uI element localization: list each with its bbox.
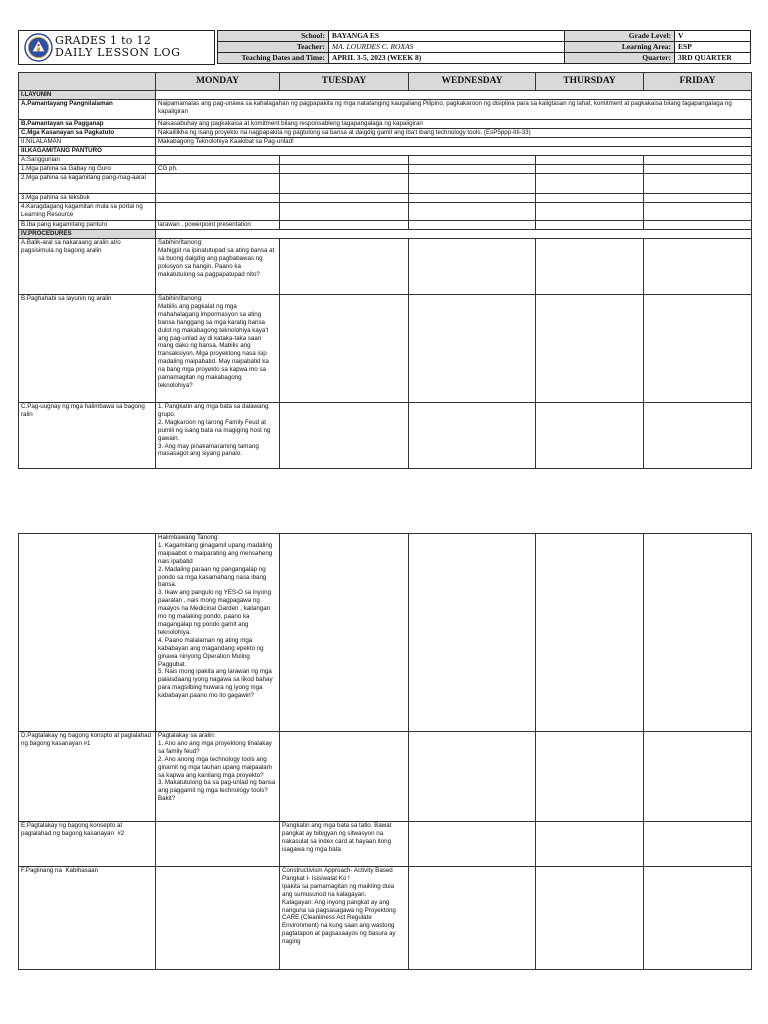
cell (280, 174, 409, 194)
cell (536, 534, 644, 732)
cell (536, 867, 644, 970)
row-label-pagtalakay-2: E.Pagtalakay ng bagong konsepto at paglalahad ng bagong kasanayan #2 (19, 822, 156, 867)
cell (536, 403, 644, 469)
row-label-teksbuk: 3.Mga pahina sa teksbuk (19, 194, 156, 203)
row-label-nilalaman: II.NILALAMAN (19, 138, 156, 147)
cell (156, 822, 280, 867)
teaching-dates-label: Teaching Dates and Time: (218, 53, 329, 64)
row-label-pamantayan-sa-pagganap: B.Pamantayan sa Pagganap (19, 120, 156, 129)
quarter-label: Quarter: (565, 53, 675, 64)
cell (409, 221, 536, 230)
nilalaman-text: Makabagong Teknolohiya Kaakibat sa Pag-unlad! (156, 138, 752, 147)
day-header-thursday: THURSDAY (536, 73, 644, 91)
cell (644, 822, 752, 867)
cell (644, 174, 752, 194)
school-value: BAYANGA ES (328, 31, 564, 42)
lesson-plan-table-part1 (18, 72, 752, 469)
cell (644, 239, 752, 295)
cell (536, 822, 644, 867)
row-label-learning-resource-portal: 4.Karagdagang kagamitan mula sa portal ng Learning Resource (19, 203, 156, 221)
cell (409, 174, 536, 194)
grade-level-value: V (675, 31, 751, 42)
cell (280, 194, 409, 203)
balik-aral-monday: Sabihin/Itanong: Mahigpit na ipinatutupad sa ating bansa at sa buong daigdig ang pagbabawas ng polusyon sa hangin. Paano ka makatutulong sa pagpapatupad nito? (156, 239, 280, 295)
row-label-pagtalakay-1: D.Pagtalakay ng bagong konspto at paglalahad ng bagong kasanayan #1 (19, 732, 156, 822)
cell (280, 221, 409, 230)
cell (280, 165, 409, 174)
cell (536, 221, 644, 230)
row-label-pag-uugnay: C.Pag-uugnay ng mga halimbawa sa bagong ralin (19, 403, 156, 469)
cell (536, 194, 644, 203)
cell (156, 174, 280, 194)
pagtalakay-1-monday: Pagtalakay sa aralin: 1. Ano ano ang mga proyektong tinalakay sa family feud? 2. Ano anong mga technology tools ang ginamit ng mga tauhan upang maipaalam sa kapwa ang kanilang mga proyekto? 3. Makatutulong ba sa pag-unlad ng bansa ang paggamit ng mga technology tools? Bakit? (156, 732, 280, 822)
halimbawang-tanong-monday: Halimbawang Tanong: 1. Kagamitang ginagamit upang madaling maipaabot o maiparating ang mensaheng nais ipabatid 2. Madaling paraan ng pangangalap ng pondo sa mga kasamahang nasa ibang bansa. 3. Ikaw ang pangulo ng YES-O sa inyong paaralan , nais mong magpagawa ng maayos na Medicinal Garden , kailangan mo ng malaking pondo, paano ka magangalap ng pondo gamit ang teknolohiya. 4. Paano malalaman ng ating mga kababayan ang magandang epekto ng ginawa ninyong Operation Muling Paggubat. 5. Nais mong ipakita ang larawan ng mga palaisdaang iyong nagawa sa likod bahay para magsilbing huwara ng iyong mga kababayan.paano mo ito gagawin? (156, 534, 280, 732)
cell (409, 732, 536, 822)
grade-level-label: Grade Level: (565, 31, 675, 42)
row-label-sanggunian: A.Sanggunian (19, 156, 156, 165)
cell (280, 156, 409, 165)
cell (536, 732, 644, 822)
cell (409, 239, 536, 295)
learning-area-label: Learning Area: (565, 42, 675, 53)
quarter-value: 3RD QUARTER (675, 53, 751, 64)
cell (409, 822, 536, 867)
section-layunin: I.LAYUNIN (19, 91, 156, 100)
lesson-plan-table-part2 (18, 533, 752, 970)
cell (409, 867, 536, 970)
cell (536, 295, 644, 403)
day-header-friday: FRIDAY (644, 73, 752, 91)
cell (280, 295, 409, 403)
cell (536, 156, 644, 165)
teacher-value: MA. LOURDES C. ROXAS (328, 42, 564, 53)
cell (536, 174, 644, 194)
cell (409, 165, 536, 174)
row-label-kasanayan: C.Mga Kasanayan sa Pagkatuto (19, 129, 156, 138)
cell (644, 203, 752, 221)
pamantayan-sa-pagganap-text: Naisasabuhay ang pagkakaisa at komitment bilang responsableng tagapangalaga ng kapaligiran (156, 120, 752, 129)
cell (409, 156, 536, 165)
info-table (217, 30, 751, 64)
section-layunin-content (156, 91, 752, 100)
cell (644, 403, 752, 469)
cell (644, 156, 752, 165)
cell (536, 203, 644, 221)
kasanayan-text: Nakalilikha ng isang proyekto na nagpapakita ng pagtulong sa bansa at daigdig gamit ang iba't ibang technology tools. (EsP5ppp-IIIi-33) (156, 129, 752, 138)
pag-uugnay-monday: 1. Pangkatin ang mga bata sa dalawang grupo. 2. Magkaroon ng larong Family Feud at pumili ng isang bata na magiging host ng gawain. 3. Ang may pinakamaraming tamang masasagot ang siyang panalo. (156, 403, 280, 469)
teaching-dates-value: APRIL 3-5, 2023 (WEEK 8) (328, 53, 564, 64)
row-label-paghahabi: B.Paghahabi sa layunin ng aralin (19, 295, 156, 403)
cell (644, 732, 752, 822)
teacher-label: Teacher: (218, 42, 329, 53)
cell (409, 534, 536, 732)
pamantayang-pangnilalaman-text: Naipamamalas ang pag-unawa sa kahalagahan ng pagpapakita ng mga natatanging kaugaliang Pilipino, pagkakaroon ng disiplina para sa kaligtasan ng lahat, komitment at pagkakaisa bilang tagapangalaga ng kapaligiran (156, 100, 752, 120)
iba-pang-kagamitan-monday: larawan , powerpoint presentation (156, 221, 280, 230)
cell (280, 203, 409, 221)
day-header-monday: MONDAY (156, 73, 280, 91)
cell (409, 203, 536, 221)
deped-seal-icon (24, 33, 53, 62)
logo-title-line2: DAILY LESSON LOG (55, 46, 181, 59)
cell (644, 295, 752, 403)
paghahabi-monday: Sabihin/Itanong: Mabilis ang pagkalat ng mga mahahalagang impormasyon sa ating bansa hanggang sa mga karatig bansa dulot ng makabagong teknolohiya kaya't ang pag-unlad ay di kataka-taka saan mang dako ng bansa. Mabilis ang transaksiyon. Mga proyektong nasa isip madaling maipabatid. May naipabatid ka na bang mga proyekto sa kapwa mo sa pamamagitan ng makabagong teknolohiya? (156, 295, 280, 403)
cell (280, 403, 409, 469)
section-procedures-content (156, 230, 752, 239)
section-kagamitang-content (156, 147, 752, 156)
row-label-continued (19, 534, 156, 732)
cell (644, 221, 752, 230)
row-label-balik-aral: A.Balik-aral sa nakaraang aralin at/o pagsisimula ng bagong aralin (19, 239, 156, 295)
day-header-wednesday: WEDNESDAY (409, 73, 536, 91)
pagtalakay-2-tuesday: Pangkatin ang mga bata sa tatlo. Bawat pangkat ay bibigyan ng sitwasyon na nakasulat sa index card at hayaan itong isagawa ng mga bata (280, 822, 409, 867)
school-label: School: (218, 31, 329, 42)
day-header-tuesday: TUESDAY (280, 73, 409, 91)
paglinang-tuesday: Constructivism Approach- Activity Based Pangkat I- Isisiwalat Ko ! Ipakita sa pamamagitan ng maikling dula ang sumusunod na kalagayan. Kalagayan: Ang inyong pangkat ay ang nanguna sa pagsasagawa ng Proyektong CARE (Cleanliness Act Regulate Environment) na kung saan ang wastong pagtatapon at pagsasaayos ng basura ay naging (280, 867, 409, 970)
logo-box (18, 30, 215, 65)
gabay-ng-guro-monday: CG ph. (156, 165, 280, 174)
learning-area-value: ESP (675, 42, 751, 53)
row-label-paglinang-na-kabihasaan: F.Paglinang na Kabihasaan (19, 867, 156, 970)
cell (156, 203, 280, 221)
cell (409, 194, 536, 203)
section-procedures: IV.PROCEDURES (19, 230, 156, 239)
section-kagamitang-panturo: III.KAGAMITANG PANTURO (19, 147, 156, 156)
cell (156, 156, 280, 165)
cell (156, 194, 280, 203)
cell (280, 534, 409, 732)
cell (644, 867, 752, 970)
cell (536, 165, 644, 174)
cell (409, 295, 536, 403)
cell (280, 239, 409, 295)
row-label-iba-pang-kagamitan: B.Iba pang kagamitang panturo (19, 221, 156, 230)
cell (644, 534, 752, 732)
day-header-blank (19, 73, 156, 91)
cell (409, 403, 536, 469)
cell (644, 194, 752, 203)
row-label-gabay-ng-guro: 1.Mga pahina sa Gabay ng Guro (19, 165, 156, 174)
row-label-pamantayang-pangnilalaman: A.Pamantayang Pangnilalaman (19, 100, 156, 120)
logo-title-line1: GRADES 1 to 12 (55, 34, 152, 47)
cell (644, 165, 752, 174)
row-label-pang-mag-aaral: 2.Mga pahina sa kagamitang pang-mag-aaral (19, 174, 156, 194)
header (18, 30, 751, 65)
cell (536, 239, 644, 295)
cell (280, 732, 409, 822)
cell (156, 867, 280, 970)
